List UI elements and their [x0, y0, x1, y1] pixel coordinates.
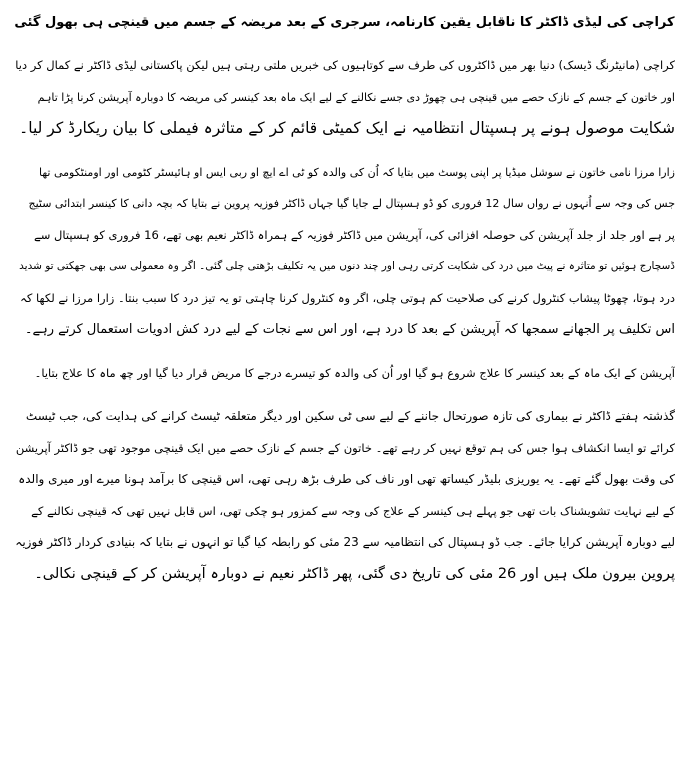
paragraph-line: اس تکلیف پر الجھانے سمجھا کہ آپریشن کے بعد کا درد ہے، اور اس سے نجات کے لیے درد کش ادویات استعمال کرتے رہے۔ — [24, 322, 675, 337]
article-headline: کراچی کی لیڈی ڈاکٹر کا ناقابل یقین کارنامہ، سرجری کے بعد مریضہ کے جسم میں قینچی ہی بھول گئی — [14, 15, 675, 30]
paragraph-line: جس کی وجہ سے اُنہوں نے رواں سال 12 فروری کو ڈو ہسپتال لے جایا گیا جہاں ڈاکٹر فوزیہ پروین نے بتایا کہ بچہ دانی کا کینسر ابتدائی سٹیج — [28, 197, 675, 210]
paragraph-line: پروین بیرون ملک ہیں اور 26 مئی کی تاریخ دی گئی، پھر ڈاکٹر نعیم نے دوبارہ آپریشن کر کے قینچی نکالی۔ — [34, 565, 675, 582]
article-paragraph-1 — [14, 50, 675, 145]
paragraph-line: گذشتہ ہفتے ڈاکٹر نے بیماری کی تازہ صورتحال جاننے کے لیے سی ٹی سکین اور دیگر متعلقہ ٹیسٹ کرانے کی ہدایت کی، جب ٹیسٹ — [25, 409, 675, 423]
article-paragraph-4 — [14, 401, 675, 590]
paragraph-line: کرائے تو ایسا انکشاف ہوا جس کی ہم توقع نہیں کر رہے تھے۔ خاتون کے جسم کے نازک حصے میں ایک قینچی موجود تھی جو ڈاکٹر آپریشن — [15, 440, 675, 455]
article-paragraph-2 — [14, 157, 675, 346]
paragraph-line: آپریشن کے ایک ماہ کے بعد کینسر کا علاج شروع ہو گیا اور اُن کی والدہ کو تیسرے درجے کا مریض قرار دیا گیا اور چھ ماہ کا علاج بتایا۔ — [34, 365, 675, 380]
paragraph-line: لیے دوبارہ آپریشن کرایا جائے۔ جب ڈو ہسپتال کی انتظامیہ سے 23 مئی کو رابطہ کیا گیا تو انہوں نے بتایا کہ بنیادی کردار ڈاکٹر فوزیہ — [15, 535, 675, 549]
article-paragraph-3 — [14, 358, 675, 390]
paragraph-line: ڈسچارج ہوئیں تو متاثرہ نے پیٹ میں درد کی شکایت کرتی رہی اور چند دنوں میں یہ تکلیف بڑھتی چلی گئی۔ اگر وہ معمولی سی بھی جھکتی تو شدید — [19, 260, 675, 272]
paragraph-line: زارا مرزا نامی خاتون نے سوشل میڈیا پر اپنی پوسٹ میں بتایا کہ اُن کی والدہ کو ٹی اے ایچ او ربی ایس او ہائیسٹر کٹومی اور اومنٹکومی تھا — [38, 165, 675, 179]
paragraph-line: شکایت موصول ہونے پر ہسپتال انتظامیہ نے ایک کمیٹی قائم کر کے متاثرہ فیملی کا بیان ریکارڈ کر لیا۔ — [19, 119, 675, 137]
paragraph-line: درد ہوتا، چھوٹا پیشاب کنٹرول کرنے کی صلاحیت کم ہوتی چلی، اگر وہ کنٹرول کرنا چاہتی تو یہ تیز درد کا سبب بنتا۔ زارا مرزا نے لکھا کہ — [20, 290, 675, 305]
paragraph-line: پر ہے اور جلد از جلد آپریشن کی حوصلہ افزائی کی، آپریشن میں ڈاکٹر فوزیہ کے ہمراہ ڈاکٹر نعیم بھی تھے، 16 فروری کو ہسپتال سے — [34, 227, 675, 242]
paragraph-line: کراچی (مانیٹرنگ ڈیسک) دنیا بھر میں ڈاکٹروں کی طرف سے کوتاہیوں کی خبریں ملتی رہتی ہیں لیکن پاکستانی لیڈی ڈاکٹر نے کمال کر دیا — [15, 58, 675, 72]
paragraph-line: اور خاتون کے جسم کے نازک حصے میں قینچی ہی چھوڑ دی جسے نکالنے کے لیے ایک ماہ بعد کینسر کی مریضہ کا دوبارہ آپریشن کرنا پڑا تاہم — [37, 90, 675, 104]
paragraph-line: کی وقت بھول گئے تھے۔ یہ یوریزی بلیڈر کیساتھ تھی اور ناف کی طرف بڑھ رہی تھی، اس قینچی کا برآمد ہونا میرے اور میری والدہ — [18, 472, 675, 486]
paragraph-line: کے لیے نہایت تشویشناک بات تھی جو پہلے ہی کینسر کے علاج کی وجہ سے کمزور ہو چکی تھی، اس قابل نہیں تھی کہ قینچی نکالنے کے — [31, 503, 675, 518]
